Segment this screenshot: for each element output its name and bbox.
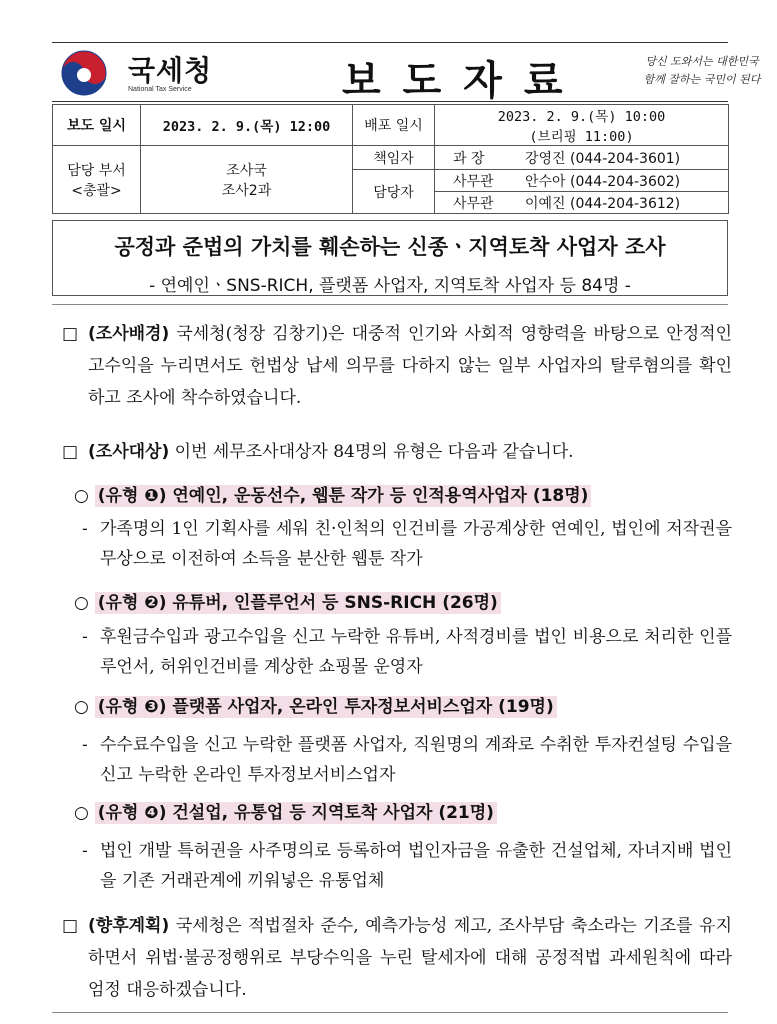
press-header (52, 42, 761, 104)
section-key: (조사배경) (88, 324, 170, 344)
section-text: 국세청(청장 김창기)은 대중적 인기와 사회적 영향력을 바탕으로 안정적인 고수익을 누리면서도 헌법상 납세 의무를 다하지 않는 일부 사업자의 탈루혐의를 확인하고 조사에 착수하였습니다. (88, 324, 732, 408)
type-detail: 후원금수입과 광고수입을 신고 누락한 유튜버, 사적경비를 법인 비용으로 처리한 인플루언서, 허위인건비를 계상한 쇼핑몰 운영자 (100, 627, 732, 677)
contact-name: 강영진 (044-204-3601) (525, 150, 681, 167)
type-detail: 법인 개발 특허권을 사주명의로 등록하여 법인자금을 유출한 건설업체, 자녀지배 법인을 기존 거래관계에 끼워넣은 유통업체 (100, 841, 732, 891)
dept-name (141, 146, 353, 214)
type-label: (유형 ❸) 플랫폼 사업자, 온라인 투자정보서비스업자 (19명) (95, 696, 557, 718)
type-label: (유형 ❶) 연예인, 운동선수, 웹툰 작가 등 인적용역사업자 (18명) (95, 485, 592, 507)
section-background (62, 318, 732, 414)
circle-bullet-icon: ○ (74, 593, 89, 613)
square-bullet-icon: □ (62, 916, 79, 936)
report-date: 2023. 2. 9.(목) 12:00 (141, 105, 353, 146)
headline-box (52, 220, 728, 296)
dept-line-1: 조사국 (226, 162, 267, 179)
section-text: 이번 세무조사대상자 84명의 유형은 다음과 같습니다. (169, 442, 574, 462)
type-2 (74, 588, 734, 618)
dash-bullet-icon: - (82, 735, 88, 755)
release-info-table (52, 104, 729, 214)
nts-emblem-icon (60, 49, 108, 97)
section-plan (62, 910, 732, 1006)
section-text: 국세청은 적법절차 준수, 예측가능성 제고, 조사부담 축소라는 기조를 유지하면서 위법·불공정행위로 부당수익을 누린 탈세자에 대해 공정적법 과세원칙에 따라 엄정 대응하겠습니다. (88, 916, 732, 1000)
section-target (62, 436, 732, 468)
dash-bullet-icon: - (82, 841, 88, 861)
agency-name: 국세청 (128, 54, 213, 87)
contact-row-2 (435, 170, 729, 192)
square-bullet-icon: □ (62, 324, 79, 344)
type-3-detail (82, 730, 732, 790)
divider (52, 304, 728, 305)
type-1 (74, 481, 734, 511)
circle-bullet-icon: ○ (74, 486, 89, 506)
type-label: (유형 ❹) 건설업, 유통업 등 지역토착 사업자 (21명) (95, 802, 497, 824)
dept-label-line-2: <총괄> (71, 182, 122, 199)
contact-name: 안수아 (044-204-3602) (525, 173, 681, 190)
contact-title: 과 장 (453, 150, 485, 167)
type-4-detail (82, 836, 732, 896)
type-label: (유형 ❷) 유튜버, 인플루언서 등 SNS-RICH (26명) (95, 592, 501, 614)
divider (52, 1012, 728, 1013)
type-3 (74, 692, 734, 722)
manager-label: 책임자 (353, 146, 435, 170)
dept-line-2: 조사2과 (221, 182, 272, 199)
dash-bullet-icon: - (82, 519, 88, 539)
type-2-detail (82, 622, 732, 682)
dept-label (53, 146, 141, 214)
headline-sub: - 연예인ㆍSNS-RICH, 플랫폼 사업자, 지역토착 사업자 등 84명 - (149, 276, 631, 296)
release-date (435, 105, 729, 146)
contact-title: 사무관 (453, 173, 494, 190)
document-title: 보도자료 (342, 57, 585, 104)
slogan (637, 53, 767, 89)
contact-row-1 (435, 146, 729, 170)
section-key: (향후계획) (88, 916, 170, 936)
contact-name: 이예진 (044-204-3612) (525, 195, 681, 212)
report-date-label: 보도 일시 (53, 105, 141, 146)
release-date-line-2: (브리핑 11:00) (529, 129, 634, 145)
square-bullet-icon: □ (62, 442, 79, 462)
agency-subtitle: National Tax Service (128, 86, 192, 93)
contact-title: 사무관 (453, 195, 494, 212)
release-date-line-1: 2023. 2. 9.(목) 10:00 (497, 109, 666, 125)
slogan-line-2: 함께 잘하는 국민이 된다 (643, 73, 761, 86)
type-detail: 가족명의 1인 기획사를 세워 친·인척의 인건비를 가공계상한 연예인, 법인에 저작권을 무상으로 이전하여 소득을 분산한 웹툰 작가 (100, 519, 732, 569)
circle-bullet-icon: ○ (74, 697, 89, 717)
dash-bullet-icon: - (82, 627, 88, 647)
type-4 (74, 798, 734, 828)
contact-row-3 (435, 192, 729, 214)
circle-bullet-icon: ○ (74, 803, 89, 823)
headline-main: 공정과 준법의 가치를 훼손하는 신종ㆍ지역토착 사업자 조사 (114, 235, 666, 259)
type-detail: 수수료수입을 신고 누락한 플랫폼 사업자, 직원명의 계좌로 수취한 투자컨설팅 수입을 신고 누락한 온라인 투자정보서비스업자 (100, 735, 732, 785)
release-date-label: 배포 일시 (353, 105, 435, 146)
section-key: (조사대상) (88, 442, 170, 462)
dept-label-line-1: 담당 부서 (67, 162, 126, 179)
staff-label: 담당자 (353, 170, 435, 214)
type-1-detail (82, 514, 732, 574)
slogan-line-1: 당신 도와서는 대한민국 (645, 55, 759, 68)
